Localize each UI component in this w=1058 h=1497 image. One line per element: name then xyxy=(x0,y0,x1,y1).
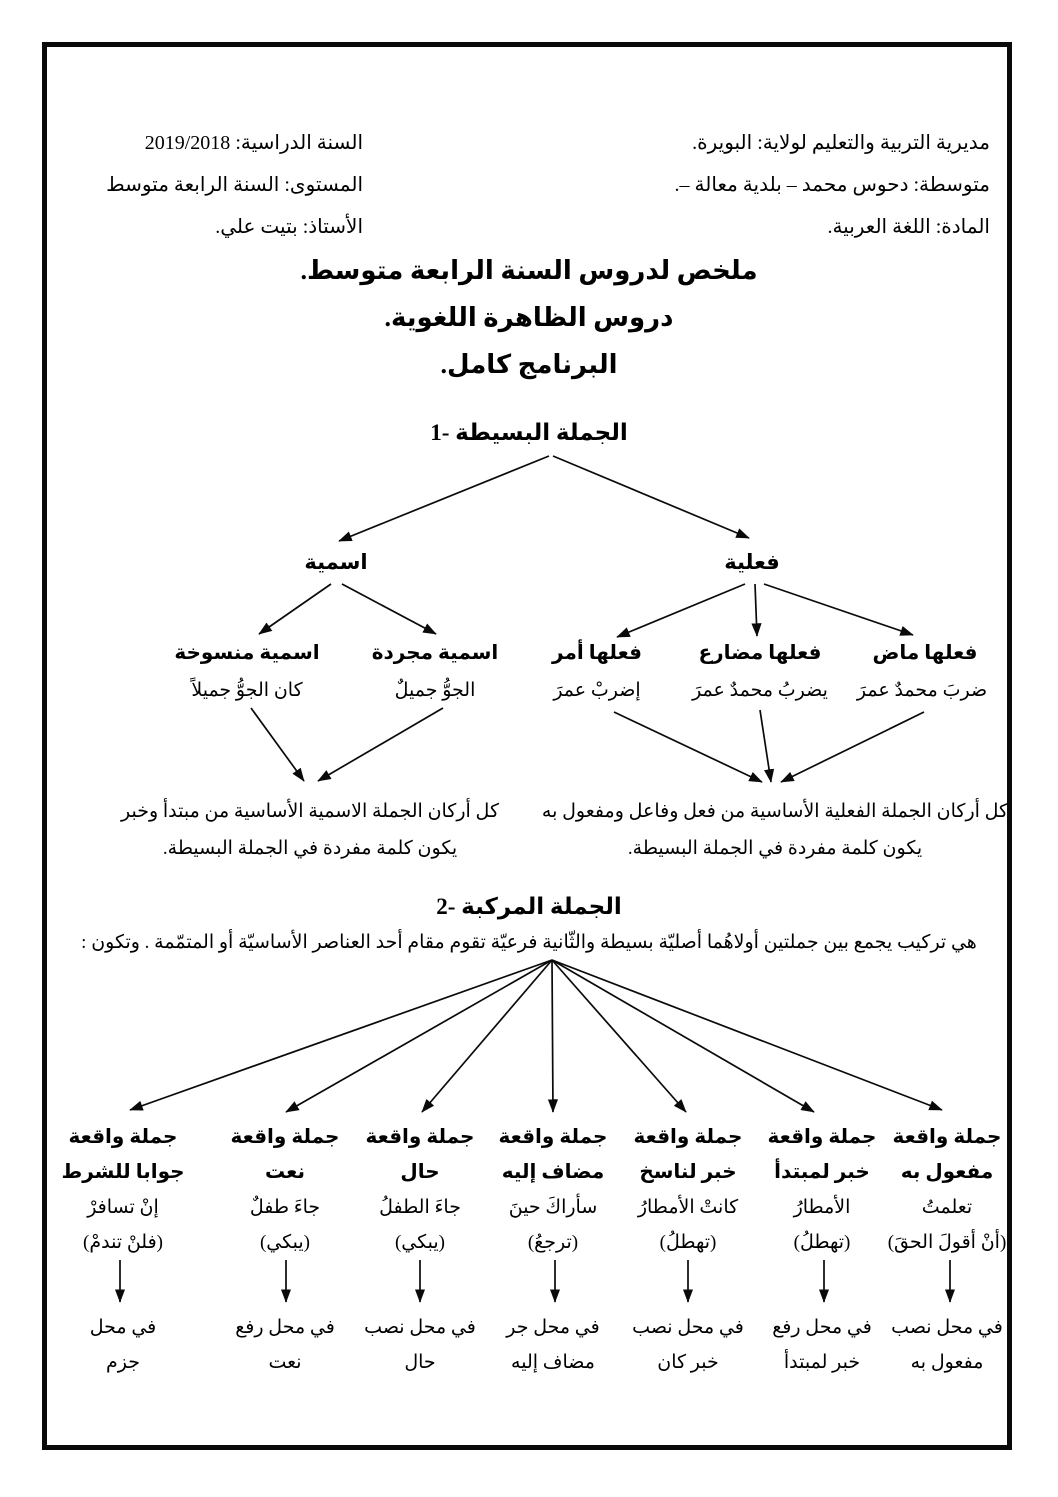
column-role: خبر لمبتدأ xyxy=(774,1161,870,1183)
column-function: نعت xyxy=(268,1352,302,1373)
arrow-gap xyxy=(48,1260,198,1310)
column-function: خبر لمبتدأ xyxy=(783,1352,861,1373)
branch-verbal: فعلية xyxy=(724,550,780,574)
clause-column-copula-predicate xyxy=(613,1120,763,1380)
title-line-2: دروس الظاهرة اللغوية. xyxy=(384,303,674,332)
column-position: في محل رفع xyxy=(772,1317,872,1338)
nominal-conclusion-line-1: كل أركان الجملة الاسمية الأساسية من مبتدأ وخبر xyxy=(121,801,499,822)
branch-nominal: اسمية xyxy=(304,550,368,574)
directorate-line: مديرية التربية والتعليم لولاية: البويرة. xyxy=(692,132,990,154)
verbal-conclusion-line-1: كل أركان الجملة الفعلية الأساسية من فعل وفاعل ومفعول به xyxy=(541,801,1009,822)
column-example: جاءَ الطفلُ xyxy=(379,1197,461,1218)
column-role: نعت xyxy=(265,1161,305,1183)
arrow-gap xyxy=(210,1260,360,1310)
header-right-block xyxy=(545,122,990,248)
column-position: في محل نصب xyxy=(891,1317,1003,1338)
column-role: مفعول به xyxy=(900,1161,994,1183)
clause-column-adjective xyxy=(210,1120,360,1380)
clause-column-condition-answer xyxy=(48,1120,198,1380)
example-verbal-present: يضربُ محمدٌ عمرَ xyxy=(692,680,828,701)
column-position: في محل نصب xyxy=(364,1317,476,1338)
column-header: جملة واقعة xyxy=(365,1126,475,1148)
nominal-conclusion xyxy=(75,793,545,867)
arrow-gap xyxy=(478,1260,628,1310)
verbal-conclusion xyxy=(540,793,1010,867)
column-function: مضاف إليه xyxy=(511,1352,595,1373)
header-left-block xyxy=(68,122,363,248)
column-clause: (أنْ أقولَ الحقَ) xyxy=(887,1232,1007,1253)
column-header: جملة واقعة xyxy=(68,1126,178,1148)
column-position: في محل جر xyxy=(506,1317,600,1338)
arrow-gap xyxy=(613,1260,763,1310)
arrow-gap xyxy=(345,1260,495,1310)
column-position: في محل رفع xyxy=(235,1317,335,1338)
school-line: متوسطة: دحوس محمد – بلدية معالة –. xyxy=(674,174,990,196)
clause-column-predicate xyxy=(747,1120,897,1380)
column-example: إنْ تسافرْ xyxy=(87,1197,159,1218)
column-example: جاءَ طفلٌ xyxy=(249,1197,321,1218)
column-role: مضاف إليه xyxy=(501,1161,605,1183)
column-clause: (يبكي) xyxy=(394,1232,445,1253)
column-header: جملة واقعة xyxy=(230,1126,340,1148)
clause-column-adverbial xyxy=(345,1120,495,1380)
column-example: تعلمتُ xyxy=(921,1197,973,1218)
column-example: سأراكَ حينَ xyxy=(508,1197,598,1218)
clause-column-genitive xyxy=(478,1120,628,1380)
column-function: خبر كان xyxy=(657,1352,719,1373)
column-role: حال xyxy=(400,1161,440,1183)
example-nominal-bare: الجوُّ جميلٌ xyxy=(394,680,476,701)
example-nominal-copular: كان الجوُّ جميلاً xyxy=(191,680,303,701)
node-nominal-bare: اسمية مجردة xyxy=(371,642,499,664)
example-verbal-past: ضربَ محمدٌ عمرَ xyxy=(856,680,988,701)
column-clause: (فلنْ تندمْ) xyxy=(83,1232,163,1253)
title-line-3: البرنامج كامل. xyxy=(440,350,618,379)
node-verbal-imperative: فعلها أمر xyxy=(552,642,642,664)
column-header: جملة واقعة xyxy=(892,1126,1002,1148)
example-verbal-imperative: إضربْ عمرَ xyxy=(553,680,641,701)
column-header: جملة واقعة xyxy=(767,1126,877,1148)
column-position: في محل نصب xyxy=(632,1317,744,1338)
column-function: مفعول به xyxy=(910,1352,984,1373)
column-clause: (ترجعُ) xyxy=(527,1232,579,1253)
section2-heading: 2- الجملة المركبة xyxy=(436,894,622,919)
verbal-conclusion-line-2: يكون كلمة مفردة في الجملة البسيطة. xyxy=(627,838,923,859)
column-function: حال xyxy=(404,1352,436,1373)
column-header: جملة واقعة xyxy=(498,1126,608,1148)
column-example: كانتْ الأمطارُ xyxy=(637,1197,739,1218)
node-nominal-copular: اسمية منسوخة xyxy=(174,642,320,664)
subject-line: المادة: اللغة العربية. xyxy=(827,216,990,238)
column-clause: (تهطلُ) xyxy=(659,1232,717,1253)
arrow-gap xyxy=(747,1260,897,1310)
column-function: جزم xyxy=(106,1352,140,1373)
teacher-line: الأستاذ: بتيت علي. xyxy=(215,216,363,238)
column-header: جملة واقعة xyxy=(633,1126,743,1148)
level-line: المستوى: السنة الرابعة متوسط xyxy=(106,174,363,196)
column-example: الأمطارُ xyxy=(793,1197,851,1218)
nominal-conclusion-line-2: يكون كلمة مفردة في الجملة البسيطة. xyxy=(162,838,458,859)
school-year-line: السنة الدراسية: 2019/2018 xyxy=(144,132,363,154)
section1-heading: 1- الجملة البسيطة xyxy=(430,420,628,445)
node-verbal-past: فعلها ماض xyxy=(872,642,978,664)
column-clause: (يبكي) xyxy=(259,1232,310,1253)
column-role: جوابا للشرط xyxy=(61,1161,185,1183)
section2-description: هي تركيب يجمع بين جملتين أولاهُما أصليّة بسيطة والثّانية فرعيّة تقوم مقام أحد العناصر الأساسيّة أو المتمّمة . وتكون : xyxy=(81,932,977,953)
document-title-block xyxy=(0,247,1058,388)
node-verbal-present: فعلها مضارع xyxy=(698,642,822,664)
column-role: خبر لناسخ xyxy=(639,1161,737,1183)
column-clause: (تهطلُ) xyxy=(793,1232,851,1253)
title-line-1: ملخص لدروس السنة الرابعة متوسط. xyxy=(300,256,758,285)
column-position: في محل xyxy=(89,1317,157,1338)
